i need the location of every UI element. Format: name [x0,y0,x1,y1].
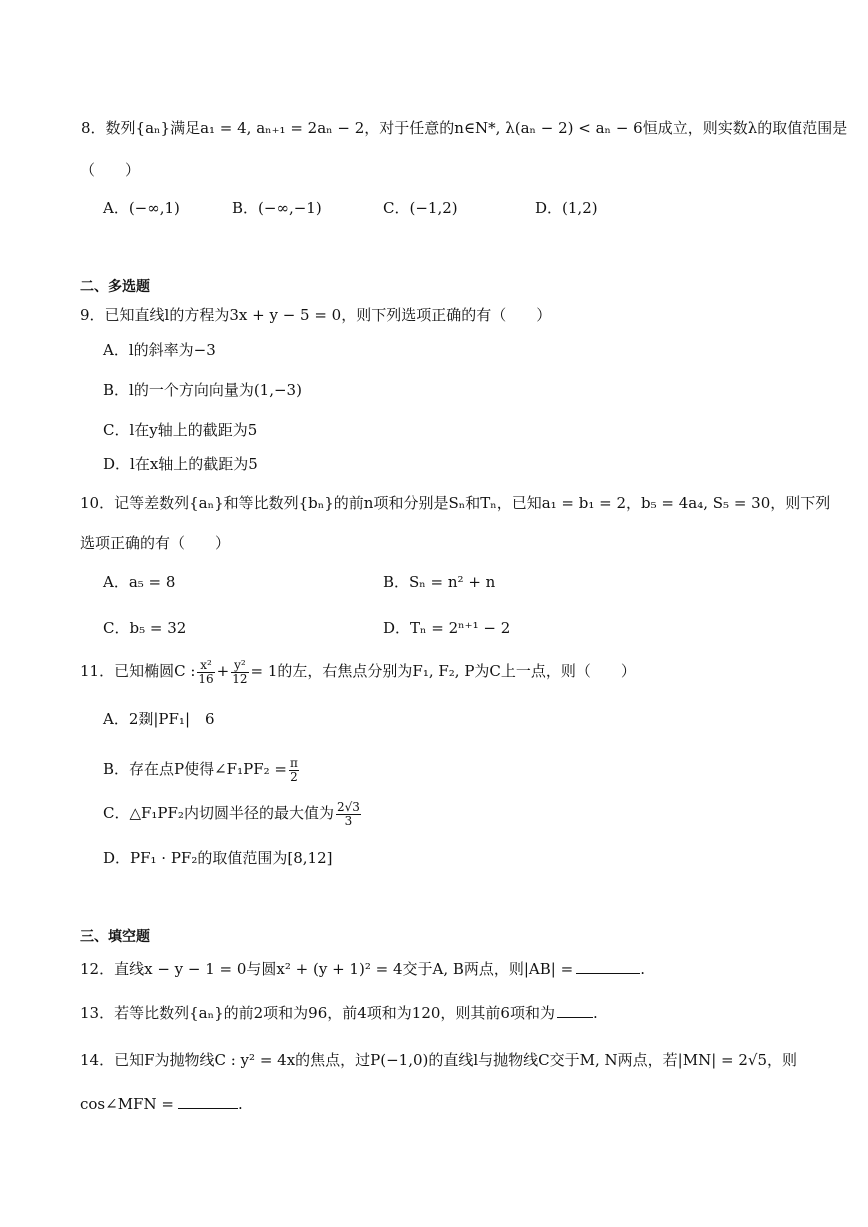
angle-fraction [289,757,299,784]
q8-stem: 8．数列{aₙ}满足a₁ = 4, aₙ₊₁ = 2aₙ − 2，对于任意的n∈N*, λ(aₙ − 2) < aₙ − 6恒成立，则实数λ的取值范围是 [81,119,848,137]
q14-answer-blank [178,1094,238,1109]
q10-option-b: B．Sₙ = n² + n [383,573,496,591]
q10-option-c: C．b₅ = 32 [103,619,187,637]
q8-option-a: A．(−∞,1) [103,199,180,217]
q8-option-d: D．(1,2) [535,199,598,217]
ellipse-y-fraction [231,659,248,686]
ellipse-x-numerator: x² [197,659,214,673]
q13-text: 13．若等比数列{aₙ}的前2项和为96，前4项和为120，则其前6项和为 [80,1004,555,1022]
ellipse-x-fraction [197,659,214,686]
angle-denominator: 2 [290,769,298,784]
radius-numerator: 2√3 [336,799,360,814]
q8-option-c: C．(−1,2) [383,199,458,217]
section-heading-multiple-choice: 二、多选题 [80,279,150,295]
q8-paren: （ ） [80,161,141,179]
q10-option-a: A．a₅ = 8 [103,573,176,591]
ellipse-y-numerator: y² [231,659,248,673]
q10-stem: 10．记等差数列{aₙ}和等比数列{bₙ}的前n项和分别是Sₙ和Tₙ，已知a₁ = b₁ = 2，b₅ = 4a₄, S₅ = 30，则下列 [80,494,831,512]
q12-text: 12．直线x − y − 1 = 0与圆x² + (y + 1)² = 4交于A, B两点，则|AB| = [80,960,574,978]
ellipse-x-denominator: 16 [198,671,214,686]
q9-option-b: B．l的一个方向向量为(1,−3) [103,381,302,399]
q12-stem [80,959,645,979]
q13-answer-blank [557,1003,593,1018]
q11-suffix: = 1的左，右焦点分别为F₁, F₂, P为C上一点，则（ ） [250,662,636,680]
q8-option-b: B．(−∞,−1) [232,199,322,217]
q13-period: . [592,1004,598,1022]
q10-option-d: D．Tₙ = 2ⁿ⁺¹ − 2 [383,619,511,637]
q10-stem-continued: 选项正确的有（ ） [80,534,231,552]
q12-period: . [640,960,645,978]
section-heading-fill-in: 三、填空题 [80,929,150,945]
q11-option-d: D．PF₁ · PF₂的取值范围为[8,12] [103,849,333,867]
radius-fraction [336,801,361,828]
q14-text: cos∠MFN = [80,1095,174,1113]
q9-stem: 9．已知直线l的方程为3x + y − 5 = 0，则下列选项正确的有（ ） [80,306,552,324]
q13-stem [80,1003,598,1023]
q11-prefix: 11．已知椭圆C : [80,662,196,680]
q14-period: . [237,1095,243,1113]
q11-option-c-text: C．△F₁PF₂内切圆半径的最大值为 [103,804,334,822]
q9-option-c: C．l在y轴上的截距为5 [103,421,258,439]
q14-stem-continued [80,1094,243,1114]
q11-option-a: A．2剟|PF₁| 6 [103,710,215,728]
radius-denominator: 3 [344,813,353,828]
angle-numerator: π [289,755,298,770]
q11-option-b [103,754,301,784]
q11-plus: + [216,662,230,680]
q11-option-b-text: B．存在点P使得∠F₁PF₂ = [103,760,287,778]
ellipse-y-denominator: 12 [232,671,248,686]
q12-answer-blank [576,959,640,974]
q11-option-c [103,798,363,828]
q14-stem: 14．已知F为抛物线C : y² = 4x的焦点，过P(−1,0)的直线l与抛物线C交于M, N两点，若|MN| = 2√5，则 [80,1051,798,1069]
q9-option-d: D．l在x轴上的截距为5 [103,455,258,473]
q11-stem [80,656,636,686]
q9-option-a: A．l的斜率为−3 [103,341,216,359]
